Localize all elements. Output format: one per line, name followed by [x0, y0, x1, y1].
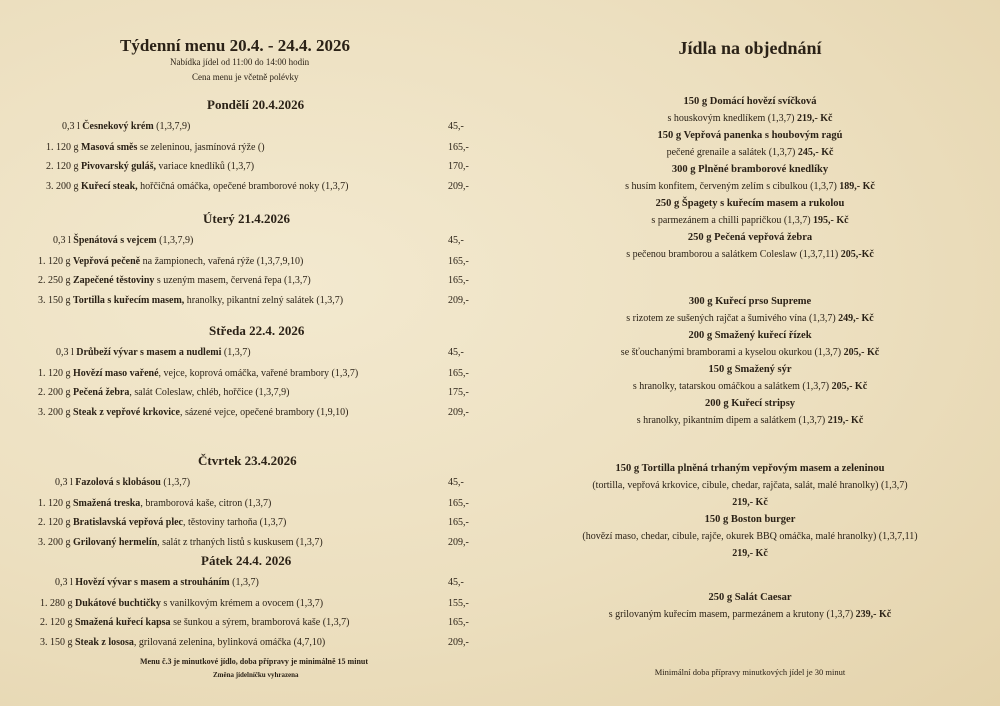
item-description: hranolky, pikantní zelný salátek (1,3,7): [184, 294, 344, 306]
day-heading: Úterý 21.4.2026: [203, 211, 291, 226]
item-description: (1,3,7): [160, 477, 191, 488]
item-number: 3.: [40, 636, 50, 648]
item-quantity: 200 g: [48, 406, 73, 418]
item-number: 3.: [46, 180, 56, 192]
item-name: Grilovaný hermelín: [73, 536, 158, 548]
menu-item: [38, 498, 271, 509]
order-item-description: (tortilla, vepřová krkovice, cibule, chedar, rajčata, salát, malé hranolky) (1,3,7): [592, 480, 908, 491]
item-quantity: 0,3 l: [56, 347, 77, 358]
order-item-description: [500, 113, 1000, 124]
order-item-price: 195,- Kč: [813, 215, 849, 226]
item-number: 3.: [38, 294, 48, 306]
order-item-description: [500, 181, 1000, 192]
item-name: Steak z lososa: [75, 636, 134, 648]
item-description: , sázené vejce, opečené brambory (1,9,10): [179, 406, 349, 418]
day-heading: Čtvrtek 23.4.2026: [198, 453, 297, 468]
item-name: Špenátová s vejcem: [73, 235, 157, 246]
item-quantity: 150 g: [48, 294, 73, 306]
order-item-text: s hranolky, tatarskou omáčkou a salátkem (1,3,7): [632, 381, 832, 392]
order-item-description: [500, 347, 1000, 358]
order-item-name: 200 g Smažený kuřecí řízek: [688, 330, 812, 341]
item-quantity: 0,3 l: [62, 121, 83, 132]
item-price: 165,-: [448, 275, 469, 286]
order-item-name: 150 g Vepřová panenka s houbovým ragú: [657, 130, 843, 141]
order-item-text: se šťouchanými bramborami a kyselou okurkou (1,3,7): [620, 347, 844, 358]
item-quantity: 0,3 l: [55, 577, 76, 588]
item-quantity: 200 g: [56, 180, 81, 192]
item-name: Česnekový krém: [82, 121, 154, 132]
order-footnote: Minimální doba přípravy minutkových jídel je 30 minut: [654, 667, 846, 677]
item-price: 45,-: [448, 477, 464, 488]
item-price: 45,-: [448, 577, 464, 588]
order-item-price: 205,-Kč: [840, 249, 874, 260]
order-item-description: [500, 381, 1000, 392]
item-description: (1,3,7): [221, 347, 251, 358]
item-description: s uzeným masem, červená řepa (1,3,7): [154, 275, 311, 286]
item-price: 209,-: [448, 180, 469, 192]
menu-item: [38, 256, 303, 267]
item-number: 1.: [38, 367, 48, 379]
item-price: 209,-: [448, 536, 469, 548]
item-number: 3.: [38, 536, 48, 548]
item-name: Steak z vepřové krkovice: [73, 406, 180, 418]
order-item-description: (hovězí maso, chedar, cibule, rajče, okurek BBQ omáčka, malé hranolky) (1,3,7,11): [582, 531, 918, 542]
menu-item: [38, 368, 358, 379]
order-item-name: 250 g Salát Caesar: [708, 592, 792, 603]
item-quantity: 120 g: [56, 141, 81, 153]
order-item-text: s houskovým knedlíkem (1,3,7): [667, 113, 797, 124]
item-price: 155,-: [448, 597, 469, 609]
item-name: Drůbeží vývar s masem a nudlemi: [76, 347, 222, 358]
item-description: , vejce, koprová omáčka, vařené brambory (1,3,7): [158, 367, 359, 379]
item-quantity: 250 g: [48, 275, 73, 286]
menu-item: [40, 617, 349, 628]
order-item-name: 150 g Smažený sýr: [708, 364, 792, 375]
order-item-name: 300 g Kuřecí prso Supreme: [688, 296, 812, 307]
item-quantity: 150 g: [50, 636, 75, 648]
order-item-price: 205,- Kč: [843, 347, 880, 358]
order-item-name: 200 g Kuřecí stripsy: [704, 398, 796, 409]
item-price: 209,-: [448, 636, 469, 648]
item-number: 2.: [38, 275, 48, 286]
item-name: Fazolová s klobásou: [75, 477, 161, 488]
order-item-name: 300 g Plněné bramborové knedlíky: [671, 164, 829, 175]
item-price: 209,-: [448, 406, 469, 418]
item-price: 209,-: [448, 294, 469, 306]
item-description: (1,3,7,9): [156, 235, 194, 246]
item-description: , bramborová kaše, citron (1,3,7): [140, 497, 272, 509]
order-item-price: 245,- Kč: [797, 147, 834, 158]
item-name: Dukátové buchtičky: [75, 597, 161, 609]
item-price: 165,-: [448, 141, 469, 153]
item-name: Bratislavská vepřová plec: [73, 517, 183, 528]
item-description: (1,3,7): [229, 577, 259, 588]
item-number: 1.: [40, 597, 50, 609]
item-price: 170,-: [448, 161, 469, 172]
menu-item: [46, 181, 348, 192]
menu-item: [38, 517, 286, 528]
order-item-description: [500, 609, 1000, 620]
item-quantity: 0,3 l: [53, 235, 74, 246]
order-item-text: s hranolky, pikantním dipem a salátkem (1,3,7): [636, 415, 828, 426]
item-price: 165,-: [448, 497, 469, 509]
order-item-description: [500, 313, 1000, 324]
item-quantity: 120 g: [48, 517, 73, 528]
order-item-price: 249,- Kč: [838, 313, 874, 324]
footnote-change: Změna jídelníčku vyhrazena: [213, 671, 299, 679]
footnote-prep-time: Menu č.3 je minutkové jídlo, doba přípravy je minimálně 15 minut: [140, 657, 369, 666]
item-name: Hovězí maso vařené: [73, 367, 159, 379]
item-description: na žampionech, vařená rýže (1,3,7,9,10): [140, 255, 304, 267]
soup-item: [55, 577, 259, 588]
order-item-name: 150 g Domácí hovězí svíčková: [683, 96, 817, 107]
item-description: , těstoviny tarhoňa (1,3,7): [183, 517, 287, 528]
item-name: Tortilla s kuřecím masem,: [73, 294, 185, 306]
order-item-text: pečené grenaile a salátek (1,3,7): [666, 147, 798, 158]
item-name: Vepřová pečeně: [73, 255, 141, 267]
item-quantity: 200 g: [48, 387, 73, 398]
item-quantity: 120 g: [48, 497, 73, 509]
item-description: hořčičná omáčka, opečené bramborové noky (1,3,7): [137, 180, 349, 192]
item-description: variace knedlíků (1,3,7): [156, 161, 255, 172]
weekly-menu-title: Týdenní menu 20.4. - 24.4. 2026: [120, 36, 350, 55]
order-item-text: s rizotem ze sušených rajčat a šumivého vína (1,3,7): [626, 313, 839, 324]
item-name: Kuřecí steak,: [81, 180, 138, 192]
menu-item: [40, 598, 323, 609]
order-item-name: 150 g Boston burger: [704, 514, 796, 525]
item-price: 175,-: [448, 387, 469, 398]
menu-item: [38, 387, 290, 398]
order-item-price: [500, 548, 1000, 559]
soup-item: [56, 347, 251, 358]
order-menu-title: Jídla na objednání: [678, 38, 822, 58]
order-item-text: s parmezánem a chilli papričkou (1,3,7): [651, 215, 814, 226]
order-item-price-value: 219,- Kč: [732, 497, 768, 508]
order-item-name: 250 g Špagety s kuřecím masem a rukolou: [655, 198, 845, 209]
item-quantity: 120 g: [50, 617, 75, 628]
item-price: 165,-: [448, 255, 469, 267]
order-item-description: [500, 215, 1000, 226]
order-item-description: [500, 249, 1000, 260]
item-name: Masová směs: [81, 141, 138, 153]
menu-item: [38, 537, 323, 548]
item-number: 2.: [38, 387, 48, 398]
item-number: 3.: [38, 406, 48, 418]
order-item-price: 219,- Kč: [796, 113, 833, 124]
order-item-price: 189,- Kč: [839, 181, 875, 192]
order-item-text: s husím konfitem, červeným zelím s cibulkou (1,3,7): [625, 181, 840, 192]
order-item-price: 219,- Kč: [827, 415, 864, 426]
menu-item: [38, 407, 348, 418]
item-quantity: 200 g: [48, 536, 73, 548]
item-name: Smažená treska: [73, 497, 141, 509]
item-quantity: 120 g: [48, 255, 73, 267]
item-number: 1.: [38, 255, 48, 267]
item-price: 45,-: [448, 235, 464, 246]
item-name: Pivovarský guláš,: [81, 161, 157, 172]
order-item-price: 205,- Kč: [831, 381, 868, 392]
item-quantity: 0,3 l: [55, 477, 76, 488]
item-number: 1.: [46, 141, 56, 153]
item-description: s vanilkovým krémem a ovocem (1,3,7): [160, 597, 324, 609]
menu-item: [40, 637, 325, 648]
item-name: Zapečené těstoviny: [73, 275, 155, 286]
item-number: 1.: [38, 497, 48, 509]
menu-item: [46, 142, 265, 153]
order-item-text: s grilovaným kuřecím masem, parmezánem a krutony (1,3,7): [608, 609, 856, 620]
soup-item: [62, 121, 190, 132]
item-price: 165,-: [448, 367, 469, 379]
item-number: 2.: [46, 161, 56, 172]
item-name: Hovězí vývar s masem a strouháním: [75, 577, 230, 588]
order-item-description: [500, 147, 1000, 158]
order-item-price: 239,- Kč: [855, 609, 892, 620]
day-heading: Pátek 24.4. 2026: [201, 553, 292, 568]
item-price: 45,-: [448, 347, 464, 358]
order-item-name: 250 g Pečená vepřová žebra: [687, 232, 813, 243]
menu-item: [38, 275, 311, 286]
order-item-description: [500, 415, 1000, 426]
soup-item: [53, 235, 193, 246]
day-heading: Pondělí 20.4.2026: [207, 97, 305, 112]
day-heading: Středa 22.4. 2026: [209, 323, 305, 338]
item-quantity: 120 g: [56, 161, 81, 172]
weekly-menu-subtitle: Nabídka jídel od 11:00 do 14:00 hodin: [170, 57, 310, 67]
order-item-name: 150 g Tortilla plněná trhaným vepřovým masem a zeleninou: [615, 463, 885, 474]
menu-item: [46, 161, 254, 172]
order-item-price-value: 219,- Kč: [732, 548, 768, 559]
item-price: 45,-: [448, 121, 464, 132]
item-description: se šunkou a sýrem, bramborová kaše (1,3,7): [170, 617, 350, 628]
item-description: , grilovaná zelenina, bylinková omáčka (4,7,10): [133, 636, 326, 648]
item-number: 2.: [38, 517, 48, 528]
order-item-text: s pečenou bramborou a salátkem Coleslaw (1,3,7,11): [626, 249, 841, 260]
item-name: Smažená kuřecí kapsa: [75, 617, 171, 628]
order-item-price: [500, 497, 1000, 508]
item-price: 165,-: [448, 517, 469, 528]
item-description: , salát Coleslaw, chléb, hořčice (1,3,7,9): [129, 387, 290, 398]
soup-item: [55, 477, 190, 488]
item-description: (1,3,7,9): [153, 121, 191, 132]
price-note: Cena menu je včetně polévky: [192, 72, 299, 82]
item-quantity: 280 g: [50, 597, 75, 609]
item-description: se zeleninou, jasmínová rýže (): [137, 141, 265, 153]
item-quantity: 120 g: [48, 367, 73, 379]
menu-item: [38, 295, 343, 306]
item-price: 165,-: [448, 617, 469, 628]
item-description: , salát z trhaných listů s kuskusem (1,3,7): [157, 536, 323, 548]
item-number: 2.: [40, 617, 50, 628]
item-name: Pečená žebra: [73, 387, 130, 398]
